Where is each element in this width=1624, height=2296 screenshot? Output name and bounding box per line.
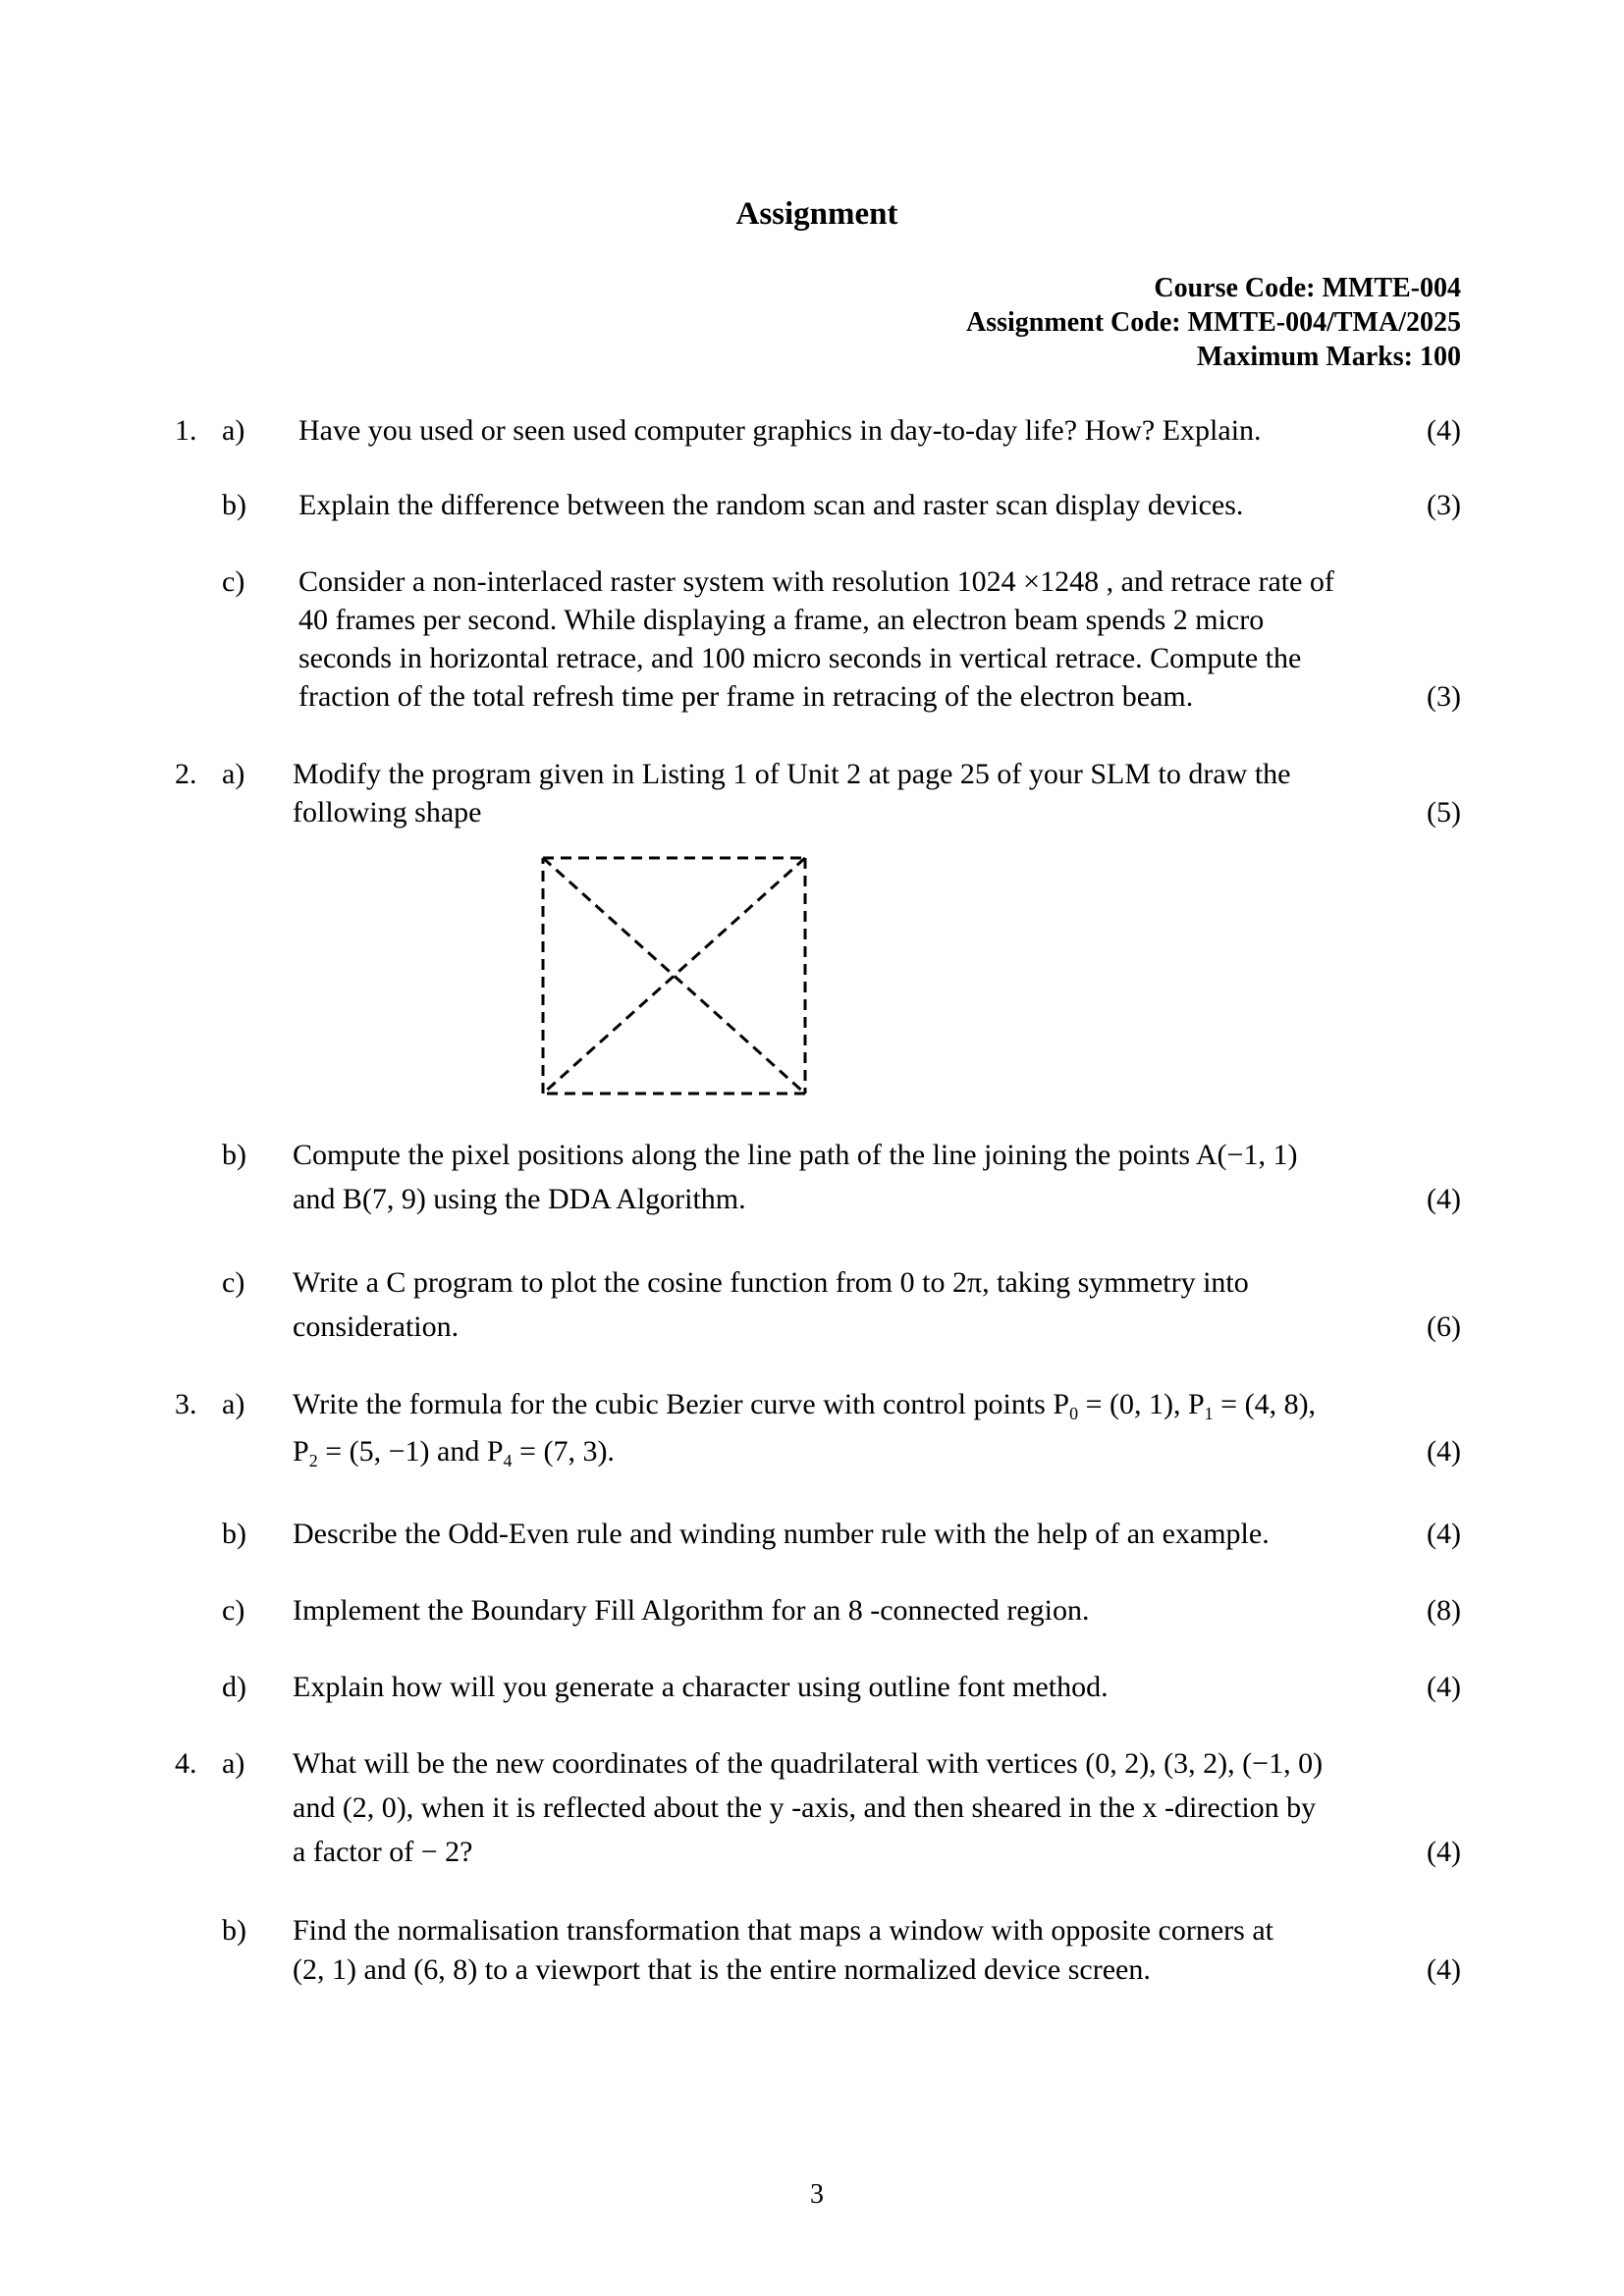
question-text: Describe the Odd-Even rule and winding number rule with the help of an example. — [293, 1518, 1270, 1550]
marks: (6) — [1427, 1310, 1461, 1343]
math-p1: P — [1187, 1388, 1205, 1420]
math-value: = (5, −1) — [317, 1435, 438, 1468]
question-text: What will be the new coordinates of the quadrilateral with vertices (0, 2), (3, 2), (−1, 0) — [293, 1747, 1324, 1780]
assignment-code: Assignment Code: MMTE-004/TMA/2025 — [966, 307, 1461, 338]
question-number: 3. — [175, 1388, 197, 1420]
subscript: 1 — [1204, 1404, 1214, 1423]
question-text: and B(7, 9) using the DDA Algorithm. — [293, 1183, 746, 1215]
marks: (4) — [1427, 414, 1461, 447]
question-text: (2, 1) and (6, 8) to a viewport that is the entire normalized device screen. — [293, 1953, 1151, 1986]
question-text: fraction of the total refresh time per frame in retracing of the electron beam. — [298, 680, 1194, 713]
math-p4: P — [486, 1435, 504, 1468]
part-label: a) — [222, 758, 245, 790]
marks: (3) — [1427, 489, 1461, 521]
marks: (3) — [1427, 680, 1461, 713]
question-text: a factor of − 2? — [293, 1836, 473, 1868]
part-label: a) — [222, 1388, 245, 1420]
part-label: a) — [222, 414, 245, 447]
math-p0: P — [1053, 1388, 1070, 1420]
marks: (4) — [1427, 1183, 1461, 1215]
question-text: and (2, 0), when it is reflected about the y -axis, and then sheared in the x -direction by — [293, 1791, 1317, 1824]
marks: (5) — [1427, 796, 1461, 828]
question-text: 40 frames per second. While displaying a frame, an electron beam spends 2 micro — [298, 604, 1265, 636]
question-text — [293, 1388, 1316, 1424]
question-text: Write a C program to plot the cosine function from 0 to 2π, taking symmetry into — [293, 1266, 1249, 1299]
question-text — [293, 1435, 615, 1471]
question-text: Have you used or seen used computer graphics in day-to-day life? How? Explain. — [298, 414, 1262, 447]
course-code: Course Code: MMTE-004 — [1154, 273, 1461, 303]
text-segment: and — [437, 1435, 480, 1468]
dashed-square-figure — [538, 852, 813, 1101]
part-label: c) — [222, 1266, 245, 1299]
part-label: d) — [222, 1671, 246, 1703]
page-title: Assignment — [735, 196, 898, 232]
marks: (4) — [1427, 1671, 1461, 1703]
part-label: b) — [222, 489, 246, 521]
math-p2: P — [293, 1435, 309, 1468]
part-label: b) — [222, 1518, 246, 1550]
maximum-marks: Maximum Marks: 100 — [1196, 342, 1461, 372]
figure-diagonal-1 — [543, 858, 805, 1094]
question-text: Explain how will you generate a character using outline font method. — [293, 1671, 1109, 1703]
question-text: seconds in horizontal retrace, and 100 micro seconds in vertical retrace. Compute the — [298, 642, 1302, 674]
question-text: Explain the difference between the random scan and raster scan display devices. — [298, 489, 1244, 521]
math-value: = (4, 8), — [1213, 1388, 1317, 1420]
question-text: following shape — [293, 796, 482, 828]
part-label: a) — [222, 1747, 245, 1780]
subscript: 4 — [503, 1451, 513, 1470]
math-value: = (7, 3). — [512, 1435, 615, 1468]
text-segment: Write the formula for the cubic Bezier curve with control points — [293, 1388, 1046, 1420]
page-number: 3 — [810, 2179, 824, 2210]
question-number: 4. — [175, 1747, 197, 1780]
question-text: Compute the pixel positions along the line path of the line joining the points A(−1, 1) — [293, 1139, 1298, 1171]
subscript: 2 — [308, 1451, 318, 1470]
part-label: b) — [222, 1139, 246, 1171]
question-text: consideration. — [293, 1310, 460, 1343]
question-number: 1. — [175, 414, 197, 447]
question-number: 2. — [175, 758, 197, 790]
question-text: Consider a non-interlaced raster system with resolution 1024 ×1248 , and retrace rate of — [298, 565, 1334, 598]
part-label: c) — [222, 1594, 245, 1627]
marks: (4) — [1427, 1836, 1461, 1868]
figure-diagonal-2 — [543, 858, 805, 1094]
subscript: 0 — [1069, 1404, 1079, 1423]
marks: (4) — [1427, 1435, 1461, 1468]
question-text: Modify the program given in Listing 1 of Unit 2 at page 25 of your SLM to draw the — [293, 758, 1291, 790]
math-value: = (0, 1), — [1078, 1388, 1188, 1420]
part-label: b) — [222, 1914, 246, 1947]
marks: (4) — [1427, 1518, 1461, 1550]
part-label: c) — [222, 565, 245, 598]
question-text: Implement the Boundary Fill Algorithm for an 8 -connected region. — [293, 1594, 1090, 1627]
marks: (4) — [1427, 1953, 1461, 1986]
question-text: Find the normalisation transformation that maps a window with opposite corners at — [293, 1914, 1273, 1947]
marks: (8) — [1427, 1594, 1461, 1627]
